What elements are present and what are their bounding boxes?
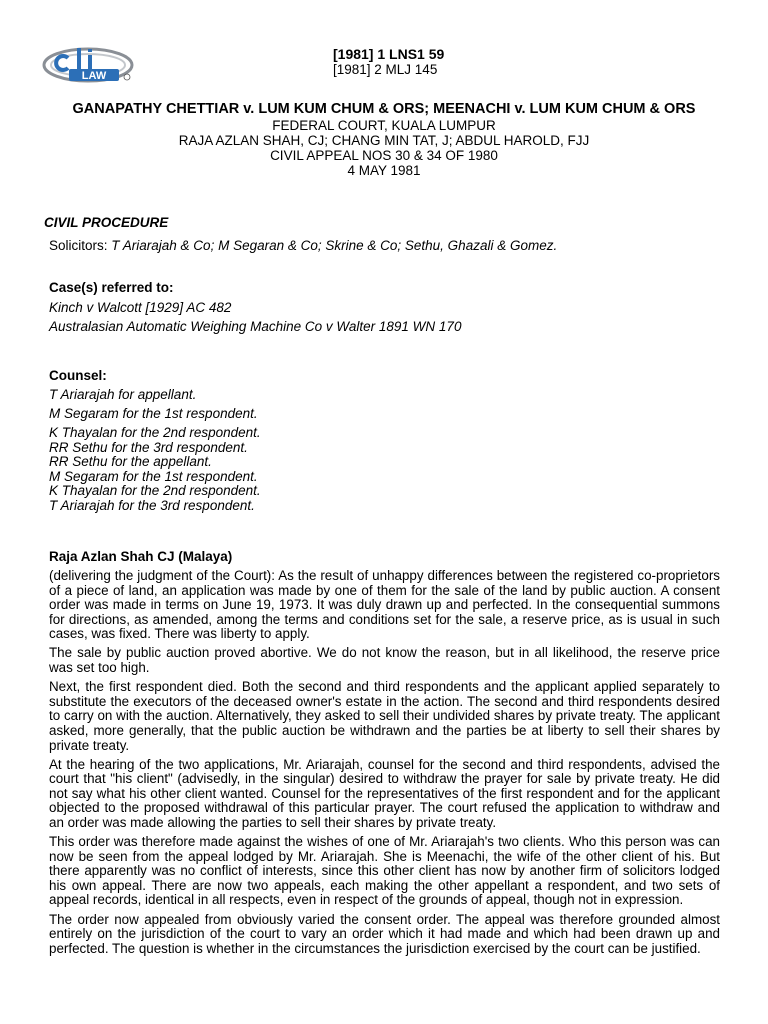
judgment-body xyxy=(49,569,720,961)
citation-block xyxy=(333,46,444,78)
counsel-item: M Segaram for the 1st respondent. xyxy=(49,468,258,484)
logo-text: LAW xyxy=(81,70,107,82)
judgment-paragraph: At the hearing of the two applications, Mr. Ariarajah, counsel for the second and third respondents, advised the court that "his client" (advisedly, in the singular) desired to withdraw the prayer for sale by private treaty. He did not say what his other client wanted. Counsel for the representatives of the first respondent and for the applicant objected to the proposed withdrawal of this particular prayer. The court refused the application to withdraw and an order was made allowing the parties to sell their shares by private treaty. xyxy=(49,756,720,830)
counsel-item: RR Sethu for the appellant. xyxy=(49,454,212,469)
judgment-paragraph: Next, the first respondent died. Both the second and third respondents and the applicant applied separately to substitute the executors of the deceased owner's estate in the action. The second and third respondents desired to carry on with the auction. Alternatively, they asked to sell their undivided shares by private treaty. The applicant asked, more generally, that the public auction be withdrawn and the parties be at liberty to sell their shares by private treaty. xyxy=(49,679,720,753)
solicitors-line xyxy=(49,238,557,253)
subject-heading: CIVIL PROCEDURE xyxy=(44,215,169,230)
logo-graphic xyxy=(42,36,138,86)
cases-referred-heading: Case(s) referred to: xyxy=(49,280,174,295)
judgment-paragraph: (delivering the judgment of the Court): As the result of unhappy differences between the registered co-proprietors of a piece of land, an application was made by one of them for the sale of the land by public auction. A consent order was made in terms on June 19, 1973. It was duly drawn up and perfected. In the consequential summons for directions, as amended, among the terms and conditions set for the sale, a reserve price, as is usual in such cases, was fixed. There was liberty to apply. xyxy=(49,568,720,642)
primary-citation: [1981] 1 LNS1 59 xyxy=(333,46,445,62)
court-name: FEDERAL COURT, KUALA LUMPUR xyxy=(272,118,496,133)
secondary-citation: [1981] 2 MLJ 145 xyxy=(333,62,438,77)
counsel-item: T Ariarajah for appellant. xyxy=(49,387,197,402)
counsel-item: M Segaram for the 1st respondent. xyxy=(49,406,258,421)
judges-line: RAJA AZLAN SHAH, CJ; CHANG MIN TAT, J; ABDUL HAROLD, FJJ xyxy=(178,133,590,148)
judge-heading: Raja Azlan Shah CJ (Malaya) xyxy=(49,549,233,564)
case-referred-item: Australasian Automatic Weighing Machine Co v Walter 1891 WN 170 xyxy=(49,319,462,334)
clj-law-logo xyxy=(42,36,138,86)
judgment-paragraph: This order was therefore made against the wishes of one of Mr. Ariarajah's two clients. Who this person was can now be seen from the appeal lodged by Mr. Ariarajah. She is Meenachi, the wife of the other client of his. But there apparently was no conflict of interests, since this other client has now by another firm of solicitors lodged his own appeal. There are now two appeals, each making the other appellant a respondent, and two sets of appeal records, identical in all respects, even in respect of the grounds of appeal, though not in expression. xyxy=(49,834,720,908)
appeal-numbers: CIVIL APPEAL NOS 30 & 34 OF 1980 xyxy=(270,148,498,163)
case-title: GANAPATHY CHETTIAR v. LUM KUM CHUM & ORS; MEENACHI v. LUM KUM CHUM & ORS xyxy=(72,101,696,117)
solicitors-names: T Ariarajah & Co; M Segaran & Co; Skrine & Co; Sethu, Ghazali & Gomez. xyxy=(111,238,558,253)
judgment-paragraph: The sale by public auction proved abortive. We do not know the reason, but in all likelihood, the reserve price was set too high. xyxy=(49,645,720,676)
judgment-paragraph: The order now appealed from obviously varied the consent order. The appeal was therefore grounded almost entirely on the jurisdiction of the court to vary an order which it had made and which had been drawn up and perfected. The question is whether in the circumstances the jurisdiction exercised by the court can be justified. xyxy=(49,911,720,956)
solicitors-label: Solicitors: xyxy=(49,238,112,253)
case-header xyxy=(0,102,768,178)
counsel-item: K Thayalan for the 2nd respondent. xyxy=(49,483,261,498)
case-referred-item: Kinch v Walcott [1929] AC 482 xyxy=(49,300,232,315)
judgment-date: 4 MAY 1981 xyxy=(347,163,421,178)
counsel-item: K Thayalan for the 2nd respondent. xyxy=(49,425,261,440)
counsel-item: RR Sethu for the 3rd respondent. xyxy=(49,439,248,455)
counsel-list xyxy=(49,426,261,513)
counsel-heading: Counsel: xyxy=(49,368,107,383)
counsel-item: T Ariarajah for the 3rd respondent. xyxy=(49,497,255,513)
